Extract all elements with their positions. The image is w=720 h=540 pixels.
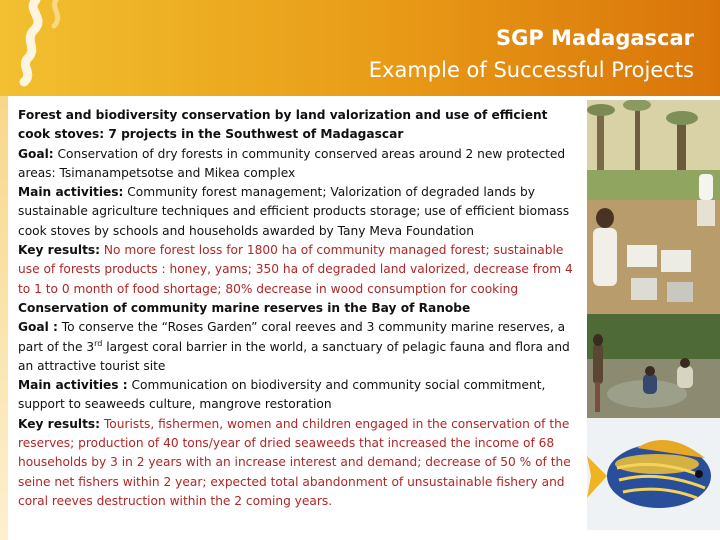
goal-text: Conservation of dry forests in community conserved areas around 2 new protected areas: Tsimanampetsotse and Mikea complex <box>18 146 566 180</box>
left-accent-bar <box>0 96 8 540</box>
activities-label: Main activities : <box>18 378 128 393</box>
project2-results <box>18 415 580 511</box>
results-text: Tourists, fishermen, women and children engaged in the conservation of the reserves; production of 40 tons/year of dried seaweeds that increased the income of 68 households by 3 in 2 years with an increase interest and demand; decrease of 50 % of the seine net fishers within 2 year; expected total abandonment of unsustainable fishery and coral reeves destruction within the 2 coming years. <box>18 416 571 508</box>
slide-title <box>369 22 694 86</box>
ordinal-superscript: rd <box>94 338 103 348</box>
title-banner <box>0 0 720 96</box>
activities-text: Communication on biodiversity and community social commitment, support to seaweeds culture, mangrove restoration <box>18 378 546 412</box>
goal-label: Goal : <box>18 320 58 335</box>
activities-label: Main activities: <box>18 185 124 200</box>
project1-goal <box>18 145 580 184</box>
goal-text-cont: largest coral barrier in the world, a sanctuary of pelagic fauna and flora and an attractive tourist site <box>18 339 570 373</box>
swirl-logo-icon <box>6 0 76 96</box>
project2-heading: Conservation of community marine reserves in the Bay of Ranobe <box>18 300 471 315</box>
photo-strip <box>587 100 720 530</box>
results-text: No more forest loss for 1800 ha of community managed forest; sustainable use of forests products : honey, yams; 350 ha of degraded land valorized, decrease from 4 to 1 to 0 month of food shortage; 80% decrease in wood consumption for cooking <box>18 243 573 296</box>
project1-activities <box>18 183 580 241</box>
project2-goal <box>18 318 580 376</box>
goal-label: Goal: <box>18 146 54 161</box>
results-label: Key results: <box>18 416 101 431</box>
project2-activities <box>18 376 580 415</box>
project1-heading: Forest and biodiversity conservation by land valorization and use of efficient cook stoves: 7 projects in the Southwest of Madagascar <box>18 108 548 142</box>
mangrove-workers-photo <box>587 314 720 418</box>
goal-text: To conserve the “Roses Garden” coral reeves and 3 community marine reserves, a part of the 3 <box>18 320 566 354</box>
project1-results <box>18 241 580 299</box>
dry-forest-stove-photo <box>587 100 720 314</box>
angelfish-photo <box>587 418 720 530</box>
title-line: SGP Madagascar <box>495 26 694 50</box>
activities-text: Community forest management; Valorization of degraded lands by sustainable agriculture techniques and efficient products storage; use of efficient biomass cook stoves by schools and households awarded by Tany Meva Foundation <box>18 185 570 238</box>
results-label: Key results: <box>18 243 101 258</box>
subtitle-line: Example of Successful Projects <box>368 58 694 82</box>
main-text <box>18 106 580 511</box>
